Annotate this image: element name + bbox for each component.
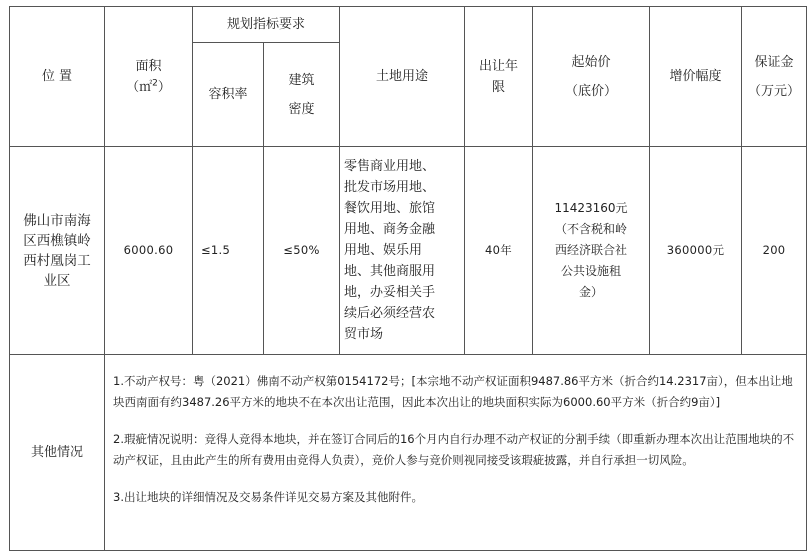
cell-land-use: 零售商业用地、 批发市场用地、 餐饮用地、旅馆 用地、商务金融 用地、娱乐用 地、其他商服用 地，办妥相关手 续后必须经营农 贸市场 [340,147,465,355]
header-location: 位 置 [10,7,105,147]
cell-price: 11423160元 （不含税和岭 西经济联合社 公共设施租 金） [533,147,650,355]
header-area [105,7,193,147]
other-info-label: 其他情况 [10,355,105,551]
header-area-unit: （㎡$^2$） [126,78,171,95]
other-info-item-3: 3.出让地块的详细情况及交易条件详见交易方案及其他附件。 [113,490,423,504]
cell-far: ≤1.5 [193,147,264,355]
header-term: 出让年 限 [465,7,533,147]
header-price: 起始价 （底价） [533,7,650,147]
other-info-content [105,355,807,551]
header-far: 容积率 [193,43,264,147]
header-increment: 增价幅度 [650,7,742,147]
cell-location: 佛山市南海 区西樵镇岭 西村凰岗工 业区 [10,147,105,355]
cell-area: 6000.60 [105,147,193,355]
header-area-label: 面积 [135,58,162,74]
cell-term: 40年 [465,147,533,355]
header-density: 建筑 密度 [264,43,340,147]
header-planning: 规划指标要求 [193,7,340,43]
other-info-item-1: 1.不动产权号：粤（2021）佛南不动产权第0154172号；[本宗地不动产权证面积9487.86平方米（折合约14.2317亩），但本出让地块西南面有约3487.26平方米的地块不在本次出让范围，因此本次出让的地块面积实际为6000.60平方米（折合约9亩）] [113,374,793,409]
other-info-item-2: 2.瑕疵情况说明：竞得人竞得本地块，并在签订合同后的16个月内自行办理不动产权证的分割手续（即重新办理本次出让范围地块的不动产权证，且由此产生的所有费用由竞得人负责），竞价人参与竞价则视同接受该瑕疵披露，并自行承担一切风险。 [113,432,795,467]
cell-increment: 360000元 [650,147,742,355]
header-land-use: 土地用途 [340,7,465,147]
cell-density: ≤50% [264,147,340,355]
header-deposit: 保证金 （万元） [742,7,807,147]
cell-deposit: 200 [742,147,807,355]
land-auction-table [9,6,807,551]
